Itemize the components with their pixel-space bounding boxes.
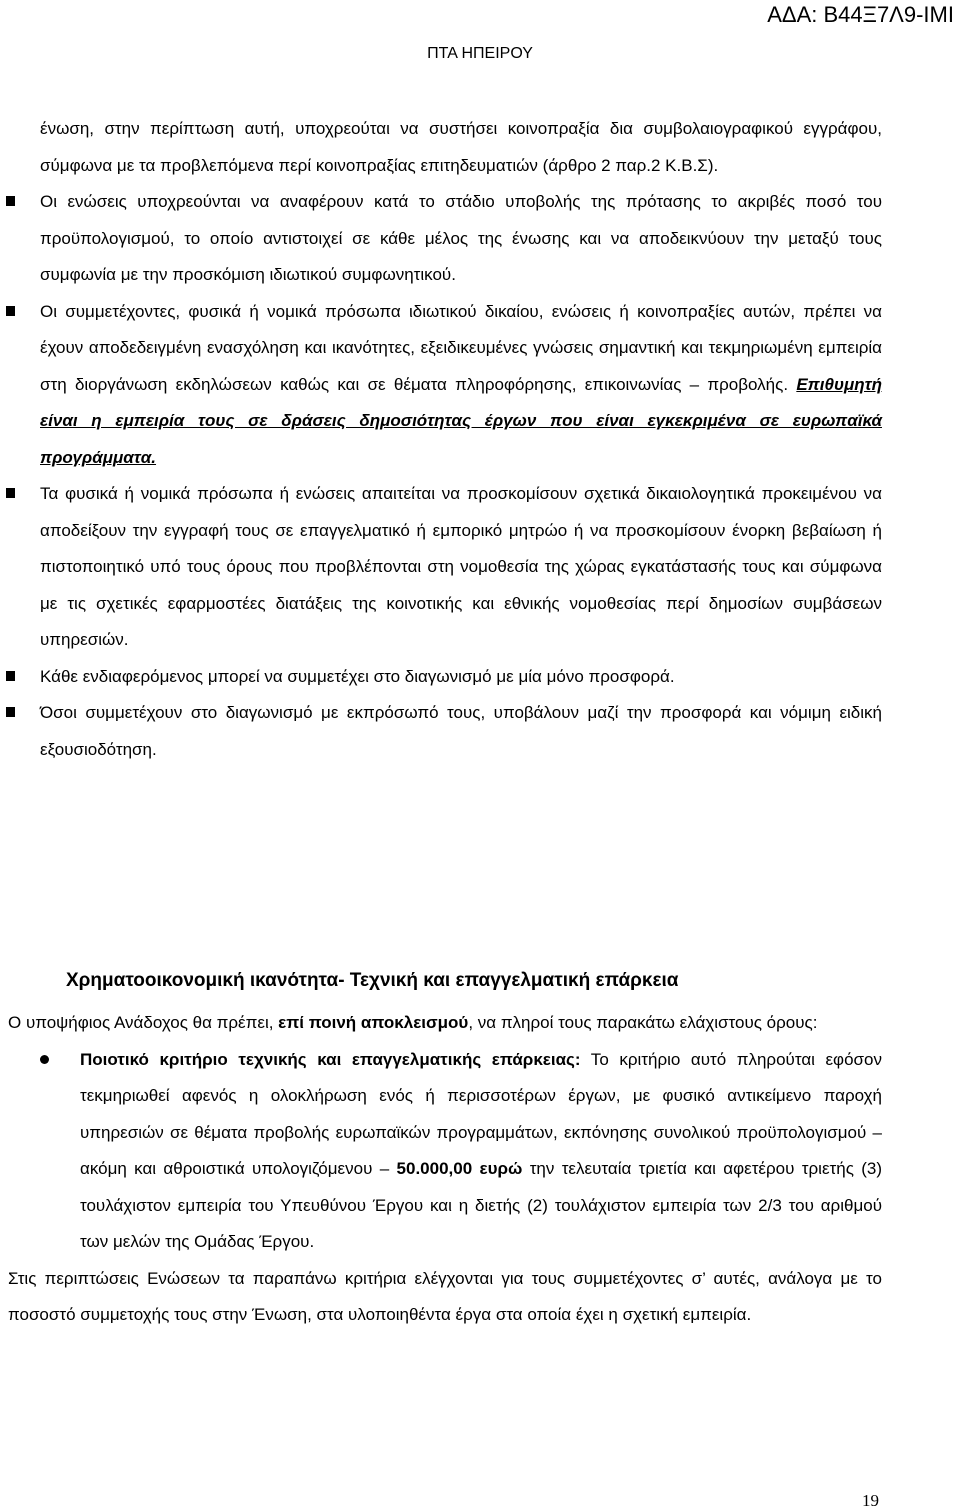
square-bullet-icon bbox=[6, 184, 40, 294]
list-item bbox=[6, 476, 882, 659]
bullet-text: Τα φυσικά ή νομικά πρόσωπα ή ενώσεις απαιτείται να προσκομίσουν σχετικά δικαιολογητικά προκειμένου να αποδείξουν την εγγραφή τους σε επαγγελματικό ή εμπορικό μητρώο ή να προσκομίσουν ένορκη βεβαίωση ή πιστοποιητικό υπό τους όρους που προβλέπονται στη νομοθεσία της χώρας εγκατάστασής τους και σύμφωνα με τις σχετικές εφαρμοστέες διατάξεις της κοινοτικής και εθνικής νομοθεσίας περί δημοσίων συμβάσεων υπηρεσιών. bbox=[40, 484, 882, 649]
square-bullet-icon bbox=[6, 294, 40, 477]
section-intro bbox=[8, 1005, 882, 1042]
list-item bbox=[6, 695, 882, 768]
criterion-text bbox=[80, 1042, 882, 1261]
criterion-label: Ποιοτικό κριτήριο τεχνικής και επαγγελματικής επάρκειας: bbox=[80, 1049, 581, 1069]
page-number: 19 bbox=[862, 1491, 879, 1510]
criterion-text-a: Το κριτήριο αυτό πληρούται εφόσον τεκμηριωθεί αφενός η ολοκλήρωση ενός ή περισσοτέρων έργων, με φυσικό αντικείμενο παροχή υπηρεσιών σε θέματα προβολής ευρωπαϊκών προγραμμάτων, εκπόνησης συνολικού προϋπολογισμού – ακόμη και αθροιστικά υπολογιζόμενου – bbox=[80, 1049, 882, 1178]
list-item bbox=[6, 659, 882, 696]
list-item bbox=[6, 294, 882, 477]
list-item bbox=[40, 1042, 882, 1261]
bullet-text bbox=[40, 294, 882, 477]
bullet-text-plain: Οι συμμετέχοντες, φυσικά ή νομικά πρόσωπα ιδιωτικού δικαίου, ενώσεις ή κοινοπραξίες αυτών, πρέπει να έχουν αποδεδειγμένη ενασχόληση και ικανότητες, εξειδικευμένες γνώσεις σημαντική και τεκμηριωμένη εμπειρία στη διοργάνωση εκδηλώσεων καθώς και σε θέματα πληροφόρησης, επικοινωνίας – προβολής. bbox=[40, 301, 882, 394]
square-bullet-icon bbox=[6, 659, 40, 696]
section-body bbox=[8, 1005, 882, 1334]
bullet-text: Κάθε ενδιαφερόμενος μπορεί να συμμετέχει στο διαγωνισμό με μία μόνο προσφορά. bbox=[40, 666, 675, 686]
bullet-text: Οι ενώσεις υποχρεούνται να αναφέρουν κατά το στάδιο υποβολής της πρότασης το ακριβές ποσό του προϋπολογισμού, το οποίο αντιστοιχεί σε κάθε μέλος της ένωσης και να αποδεικνύουν την μεταξύ τους συμφωνία με την προσκόμιση ιδιωτικού συμφωνητικού. bbox=[40, 192, 882, 284]
section-intro-a: Ο υποψήφιος Ανάδοχος θα πρέπει, bbox=[8, 1013, 279, 1032]
intro-paragraph: ένωση, στην περίπτωση αυτή, υποχρεούται να συστήσει κοινοπραξία δια συμβολαιογραφικού εγγράφου, σύμφωνα με τα προβλεπόμενα περί κοινοπραξίας επιτηδευματιών (άρθρο 2 παρ.2 Κ.Β.Σ). bbox=[40, 119, 882, 175]
section-intro-bold: επί ποινή αποκλεισμού bbox=[278, 1013, 469, 1032]
ada-code: ΑΔΑ: Β44Ξ7Λ9-ΙΜΙ bbox=[767, 2, 954, 27]
criterion-text-b: την τελευταία τριετία και αφετέρου τριετής (3) τουλάχιστον εμπειρία του Υπευθύνου Έργου και η διετής (2) τουλάχιστον εμπειρία των 2/3 του αριθμού των μελών της Ομάδας Έργου. bbox=[80, 1159, 883, 1251]
bullet-text-emphasis: Επιθυμητή είναι η εμπειρία τους σε δράσεις δημοσιότητας έργων που είναι εγκεκριμένα σε ευρωπαϊκά προγράμματα. bbox=[40, 374, 882, 467]
square-bullet-icon bbox=[6, 695, 40, 768]
page-header: ΠΤΑ ΗΠΕΙΡΟΥ bbox=[427, 45, 533, 62]
bullet-text: Όσοι συμμετέχουν στο διαγωνισμό με εκπρόσωπό τους, υποβάλουν μαζί την προσφορά και νόμιμη ειδική εξουσιοδότηση. bbox=[40, 703, 882, 759]
document-body bbox=[40, 111, 882, 768]
criterion-amount: 50.000,00 ευρώ bbox=[396, 1159, 523, 1178]
section-heading: Χρηματοοικονομική ικανότητα- Τεχνική και επαγγελματική επάρκεια bbox=[66, 970, 679, 991]
closing-paragraph: Στις περιπτώσεις Ενώσεων τα παραπάνω κριτήρια ελέγχονται για τους συμμετέχοντες σ’ αυτές, ανάλογα με το ποσοστό συμμετοχής τους στην Ένωση, στα υλοποιηθέντα έργα στα οποία έχει η σχετική εμπειρία. bbox=[8, 1268, 882, 1324]
list-item bbox=[6, 184, 882, 294]
round-bullet-icon bbox=[40, 1042, 80, 1261]
section-intro-b: , να πληροί τους παρακάτω ελάχιστους όρους: bbox=[468, 1013, 818, 1032]
square-bullet-icon bbox=[6, 476, 40, 659]
